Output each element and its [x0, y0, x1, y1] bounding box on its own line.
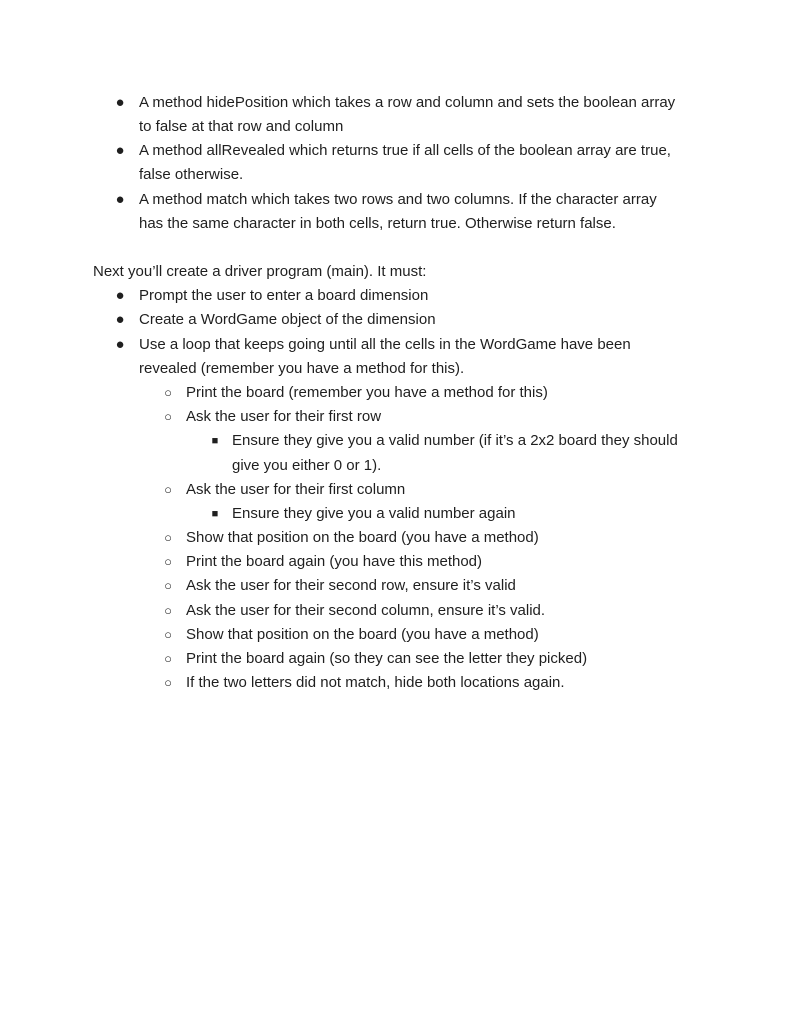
loop-step-second-row: Ask the user for their second row, ensure it’s valid [186, 577, 516, 594]
bullet-circle: ○ [164, 385, 172, 400]
loop-step-show-position: Show that position on the board (you have a method) [186, 529, 539, 546]
loop-step-show-position-2: Show that position on the board (you have a method) [186, 626, 539, 643]
bullet-circle: ○ [164, 482, 172, 497]
bullet-dot: ● [115, 142, 125, 159]
column-validation: Ensure they give you a valid number again [232, 505, 516, 522]
bullet-circle: ○ [164, 578, 172, 593]
method-match-line-2: has the same character in both cells, return true. Otherwise return false. [139, 215, 616, 232]
bullet-square: ■ [211, 435, 219, 447]
bullet-dot: ● [115, 311, 125, 328]
loop-step-second-column: Ask the user for their second column, ensure it’s valid. [186, 602, 546, 619]
method-allrevealed-line-1: A method allRevealed which returns true if all cells of the boolean array are true, [139, 142, 671, 159]
row-validation-line-1: Ensure they give you a valid number (if it’s a 2x2 board they should [232, 432, 678, 449]
driver-item-prompt: Prompt the user to enter a board dimension [139, 287, 429, 304]
loop-step-first-column: Ask the user for their first column [186, 481, 406, 498]
method-match-line-1: A method match which takes two rows and two columns. If the character array [139, 191, 657, 208]
bullet-circle: ○ [164, 603, 172, 618]
bullet-circle: ○ [164, 675, 172, 690]
bullet-dot: ● [115, 191, 125, 208]
driver-intro: Next you’ll create a driver program (main). It must: [93, 263, 427, 280]
bullet-circle: ○ [164, 530, 172, 545]
bullet-circle: ○ [164, 627, 172, 642]
bullet-circle: ○ [164, 651, 172, 666]
bullet-dot: ● [115, 94, 125, 111]
method-allrevealed-line-2: false otherwise. [139, 166, 244, 183]
loop-step-print-letter: Print the board again (so they can see the letter they picked) [186, 650, 588, 667]
driver-item-loop-line-2: revealed (remember you have a method for this). [139, 360, 465, 377]
driver-item-loop-line-1: Use a loop that keeps going until all the cells in the WordGame have been [139, 336, 631, 353]
bullet-circle: ○ [164, 409, 172, 424]
loop-step-hide-again: If the two letters did not match, hide both locations again. [186, 674, 565, 691]
loop-step-first-row: Ask the user for their first row [186, 408, 382, 425]
bullet-square: ■ [211, 508, 219, 520]
method-hideposition-line-1: A method hidePosition which takes a row and column and sets the boolean array [139, 94, 676, 111]
method-hideposition-line-2: to false at that row and column [139, 118, 344, 135]
bullet-dot: ● [115, 287, 125, 304]
row-validation-line-2: give you either 0 or 1). [232, 457, 382, 474]
loop-step-print-board: Print the board (remember you have a method for this) [186, 384, 548, 401]
bullet-dot: ● [115, 336, 125, 353]
driver-item-create: Create a WordGame object of the dimension [139, 311, 436, 328]
loop-step-print-again: Print the board again (you have this method) [186, 553, 483, 570]
bullet-circle: ○ [164, 554, 172, 569]
